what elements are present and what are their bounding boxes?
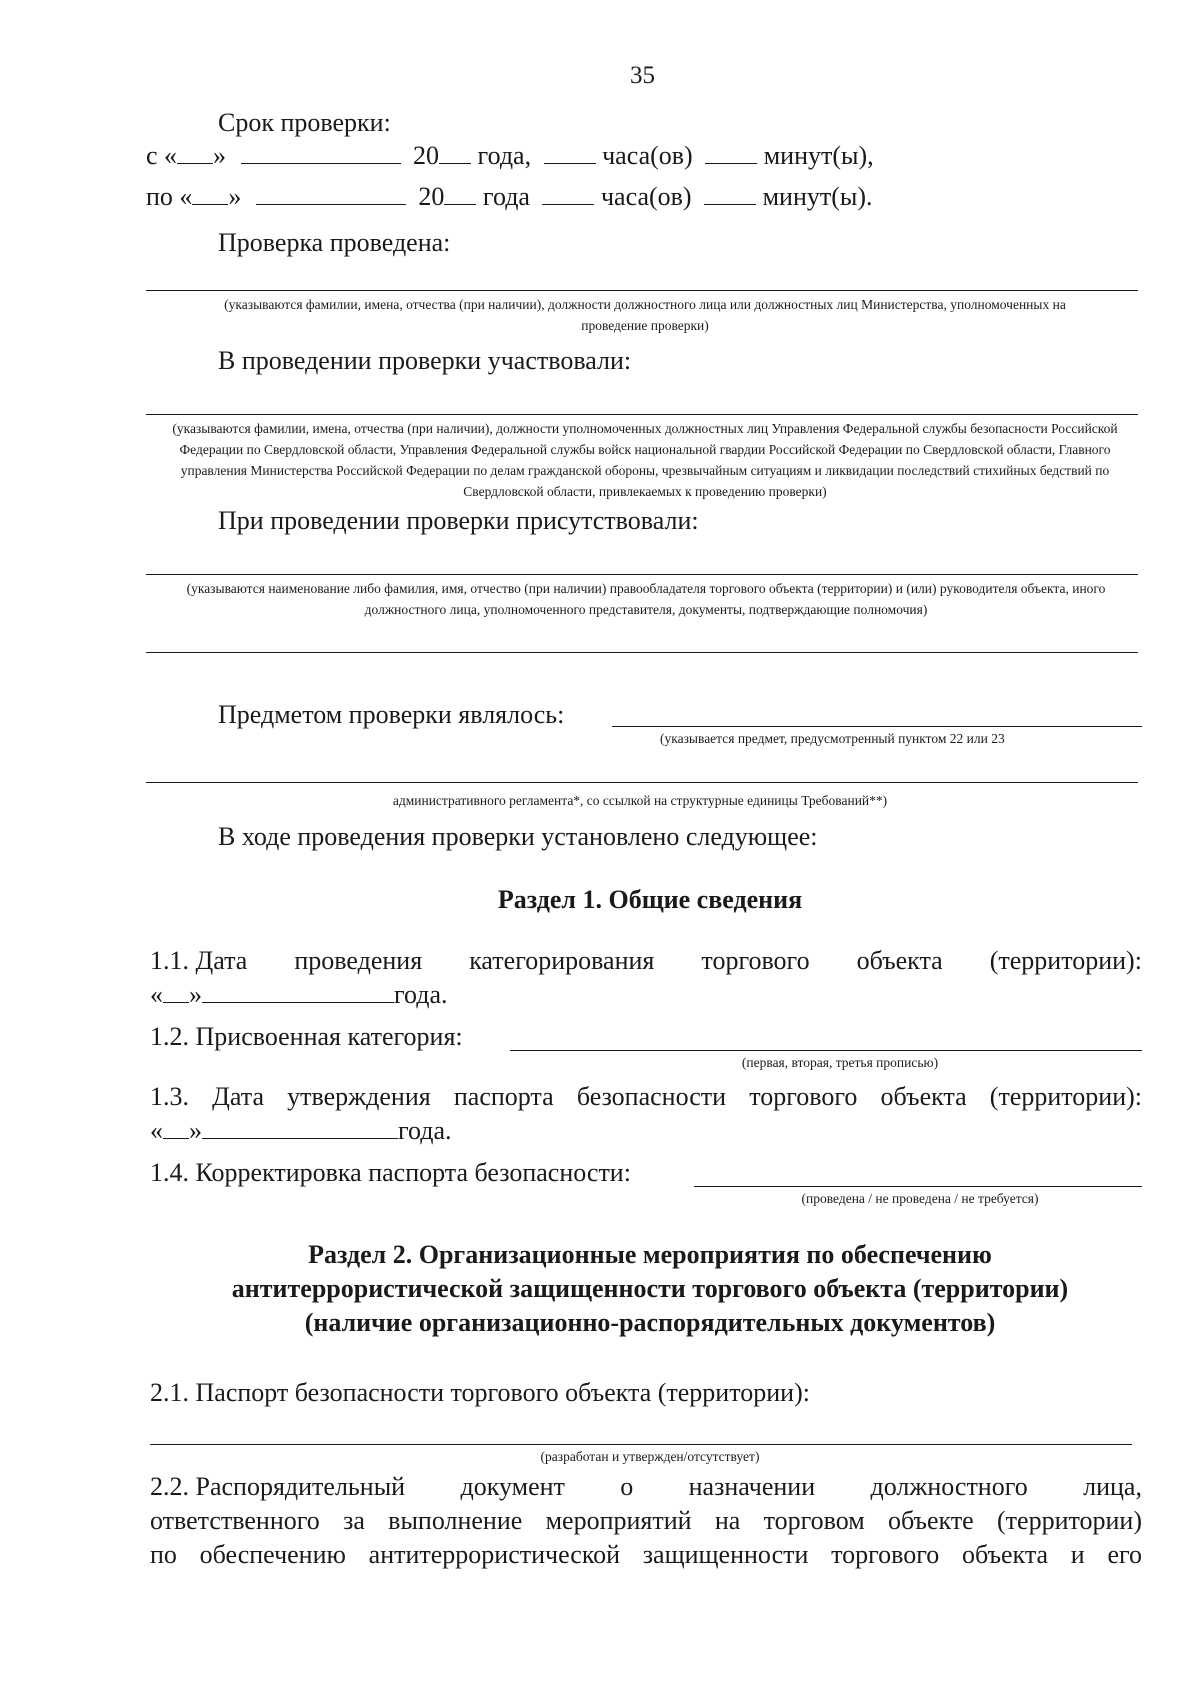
month-blank [256, 184, 406, 205]
conducted-note: (указываются фамилии, имена, отчества (при наличии), должности должностного лица или должностных лиц Министерства, уполномоченных на проведение проверки) [224, 297, 1066, 333]
minutes-word: минут(ы), [763, 141, 874, 170]
quote-close: » [228, 182, 242, 211]
item-2-2-word: лица, [1083, 1472, 1142, 1501]
subject-note-1: (указывается предмет, предусмотренный пунктом 22 или 23 [660, 731, 1005, 746]
participants-note: (указываются фамилии, имена, отчества (при наличии), должности уполномоченных должностных лиц Управления Федеральной службы безопасности Российской Федерации по Свердловской области, Управления Федеральной службы войск национальной гвардии Российской Федерации по Свердловской области, Главного управления Министерства Российской Федерации по делам гражданской обороны, чрезвычайным ситуациям и ликвидации последствий стихийных бедствий по Свердловской области, привлекаемых к проведению проверки) [172, 421, 1118, 499]
present-note: (указываются наименование либо фамилия, имя, отчество (при наличии) правообладателя торгового объекта (территории) и (или) руководителя объекта, иного должностного лица, уполномоченного представителя, документы, подтверждающие полномочия) [186, 581, 1106, 617]
hours-blank [544, 143, 596, 164]
item-2-2-line1 [150, 1472, 1142, 1502]
item-2-1-label: 2.1. Паспорт безопасности торгового объекта (территории): [150, 1378, 810, 1407]
month-year-blank [202, 982, 394, 1003]
present-fill-line [146, 574, 1138, 575]
present-fill-line-2 [146, 652, 1138, 653]
item-2-1-fill-line [150, 1444, 1132, 1445]
hours-word: часа(ов) [600, 182, 692, 211]
item-2-2-word: о [620, 1472, 634, 1501]
item-1-1-word: категорирования [469, 946, 655, 975]
present-heading: При проведении проверки присутствовали: [218, 506, 699, 535]
subject-fill-line-2 [146, 782, 1138, 783]
day-blank [163, 982, 189, 1003]
quote-close: » [189, 980, 202, 1009]
section2-title-line1: Раздел 2. Организационные мероприятия по обеспечению [308, 1240, 992, 1269]
established-text: В ходе проведения проверки установлено следующее: [218, 822, 818, 851]
item-1-1-line1 [150, 946, 1142, 976]
term-to-line [146, 182, 873, 212]
item-2-2-word: документ [460, 1472, 565, 1501]
section2-title-line2: антитеррористической защищенности торгового объекта (территории) [231, 1274, 1069, 1303]
item-1-4-fill-line [694, 1186, 1142, 1187]
item-2-2-word: назначении [688, 1472, 816, 1501]
item-1-4-note: (проведена / не проведена / не требуется) [801, 1191, 1039, 1206]
quote-open: « [150, 980, 163, 1009]
year-word: года [482, 182, 530, 211]
item-1-2-note: (первая, вторая, третья прописью) [741, 1055, 939, 1070]
minutes-word: минут(ы). [762, 182, 873, 211]
item-2-2-word: должностного [870, 1472, 1028, 1501]
year-blank [444, 184, 476, 205]
section2-title-line3: (наличие организационно-распорядительных документов) [304, 1308, 996, 1337]
hours-word: часа(ов) [602, 141, 693, 170]
quote-close: » [213, 141, 227, 170]
item-1-2-label: 1.2. Присвоенная категория: [150, 1022, 463, 1051]
year-blank [439, 143, 471, 164]
subject-heading: Предметом проверки являлось: [218, 700, 565, 729]
participants-heading: В проведении проверки участвовали: [218, 346, 632, 375]
subject-note-2: административного регламента*, со ссылкой на структурные единицы Требований**) [392, 793, 888, 808]
month-blank [241, 143, 401, 164]
minutes-blank [705, 143, 757, 164]
item-1-3-line2 [150, 1116, 452, 1146]
minutes-blank [704, 184, 756, 205]
item-1-1-word: проведения [294, 946, 423, 975]
year-prefix: 20 [418, 182, 445, 211]
item-2-2-line3: по обеспечению антитеррористической защищенности торгового объекта и его [150, 1540, 1142, 1569]
hours-blank [542, 184, 594, 205]
year-prefix: 20 [413, 141, 440, 170]
item-2-2-word: 2.2. Распорядительный [150, 1472, 406, 1501]
year-word: года, [477, 141, 532, 170]
item-1-3-line1: 1.3. Дата утверждения паспорта безопасности торгового объекта (территории): [150, 1082, 1142, 1111]
day-blank [177, 143, 213, 164]
subject-fill-line [612, 726, 1142, 727]
day-blank [192, 184, 228, 205]
item-2-2-line2: ответственного за выполнение мероприятий на торговом объекте (территории) [150, 1506, 1142, 1535]
year-word: года. [394, 980, 448, 1009]
item-1-1-word: объекта [856, 946, 943, 975]
quote-open: « [150, 1116, 163, 1145]
item-1-1-word: (территории): [989, 946, 1142, 975]
item-1-2-fill-line [510, 1050, 1142, 1051]
item-1-1-word: торгового [701, 946, 810, 975]
term-heading: Срок проверки: [218, 108, 391, 137]
page-number: 35 [630, 62, 655, 89]
quote-close: » [189, 1116, 202, 1145]
month-year-blank [202, 1118, 398, 1139]
term-to-prefix: по « [146, 182, 193, 211]
item-2-1-note: (разработан и утвержден/отсутствует) [540, 1449, 760, 1464]
section1-title: Раздел 1. Общие сведения [497, 885, 803, 914]
conducted-heading: Проверка проведена: [218, 228, 451, 257]
term-from-line [146, 141, 874, 171]
item-1-4-label: 1.4. Корректировка паспорта безопасности: [150, 1158, 631, 1187]
year-word: года. [398, 1116, 452, 1145]
term-from-prefix: с « [146, 141, 178, 170]
item-1-1-word: 1.1. Дата [150, 946, 248, 975]
conducted-fill-line [146, 290, 1138, 291]
item-1-1-line2 [150, 980, 448, 1010]
participants-fill-line [146, 414, 1138, 415]
day-blank [163, 1118, 189, 1139]
